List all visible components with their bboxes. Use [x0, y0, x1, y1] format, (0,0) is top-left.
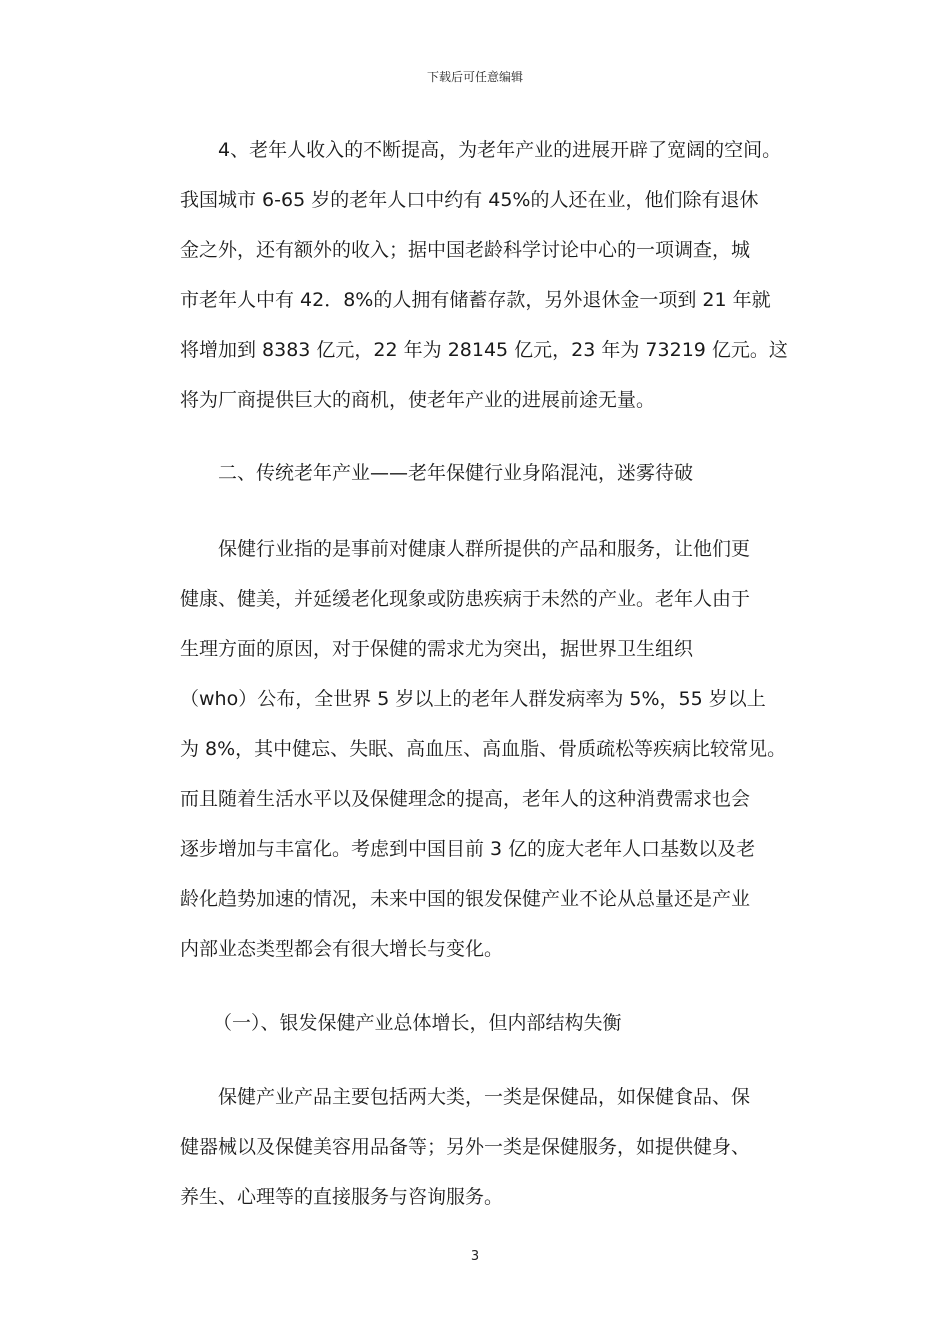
- page-number: 3: [470, 1249, 480, 1264]
- paragraph-line: 保健产业产品主要包括两大类，一类是保健品，如保健食品、保: [218, 1086, 751, 1108]
- paragraph-line: 金之外，还有额外的收入；据中国老龄科学讨论中心的一项调查，城: [180, 239, 751, 261]
- paragraph-line: 将为厂商提供巨大的商机，使老年产业的进展前途无量。: [180, 389, 656, 411]
- paragraph-line: 4、老年人收入的不断提高，为老年产业的进展开辟了宽阔的空间。: [218, 139, 782, 161]
- paragraph-line: 将增加到 8383 亿元，22 年为 28145 亿元，23 年为 73219 亿元。这: [180, 339, 788, 361]
- paragraph-line: 养生、心理等的直接服务与咨询服务。: [180, 1186, 504, 1208]
- paragraph-line: 健康、健美，并延缓老化现象或防患疾病于未然的产业。老年人由于: [180, 588, 751, 610]
- subsection-heading: （一）、银发保健产业总体增长，但内部结构失衡: [213, 1012, 622, 1034]
- paragraph-line: 而且随着生活水平以及保健理念的提高，老年人的这种消费需求也会: [180, 788, 751, 810]
- page-header: 下载后可任意编辑: [426, 70, 523, 84]
- paragraph-line: 为 8%，其中健忘、失眠、高血压、高血脂、骨质疏松等疾病比较常见。: [180, 738, 787, 760]
- paragraph-line: 内部业态类型都会有很大增长与变化。: [180, 938, 504, 960]
- section-heading: 二、传统老年产业——老年保健行业身陷混沌，迷雾待破: [218, 462, 694, 484]
- paragraph-line: （who）公布，全世界 5 岁以上的老年人群发病率为 5%，55 岁以上: [180, 688, 766, 710]
- paragraph-line: 我国城市 6-65 岁的老年人口中约有 45%的人还在业，他们除有退休: [180, 189, 759, 211]
- paragraph-line: 健器械以及保健美容用品备等；另外一类是保健服务，如提供健身、: [180, 1136, 751, 1158]
- paragraph-line: 逐步增加与丰富化。考虑到中国目前 3 亿的庞大老年人口基数以及老: [180, 838, 756, 860]
- paragraph-line: 龄化趋势加速的情况，未来中国的银发保健产业不论从总量还是产业: [180, 888, 751, 910]
- paragraph-line: 保健行业指的是事前对健康人群所提供的产品和服务，让他们更: [218, 538, 751, 560]
- paragraph-line: 市老年人中有 42．8%的人拥有储蓄存款，另外退休金一项到 21 年就: [180, 289, 771, 311]
- paragraph-line: 生理方面的原因，对于保健的需求尤为突出，据世界卫生组织: [180, 638, 694, 660]
